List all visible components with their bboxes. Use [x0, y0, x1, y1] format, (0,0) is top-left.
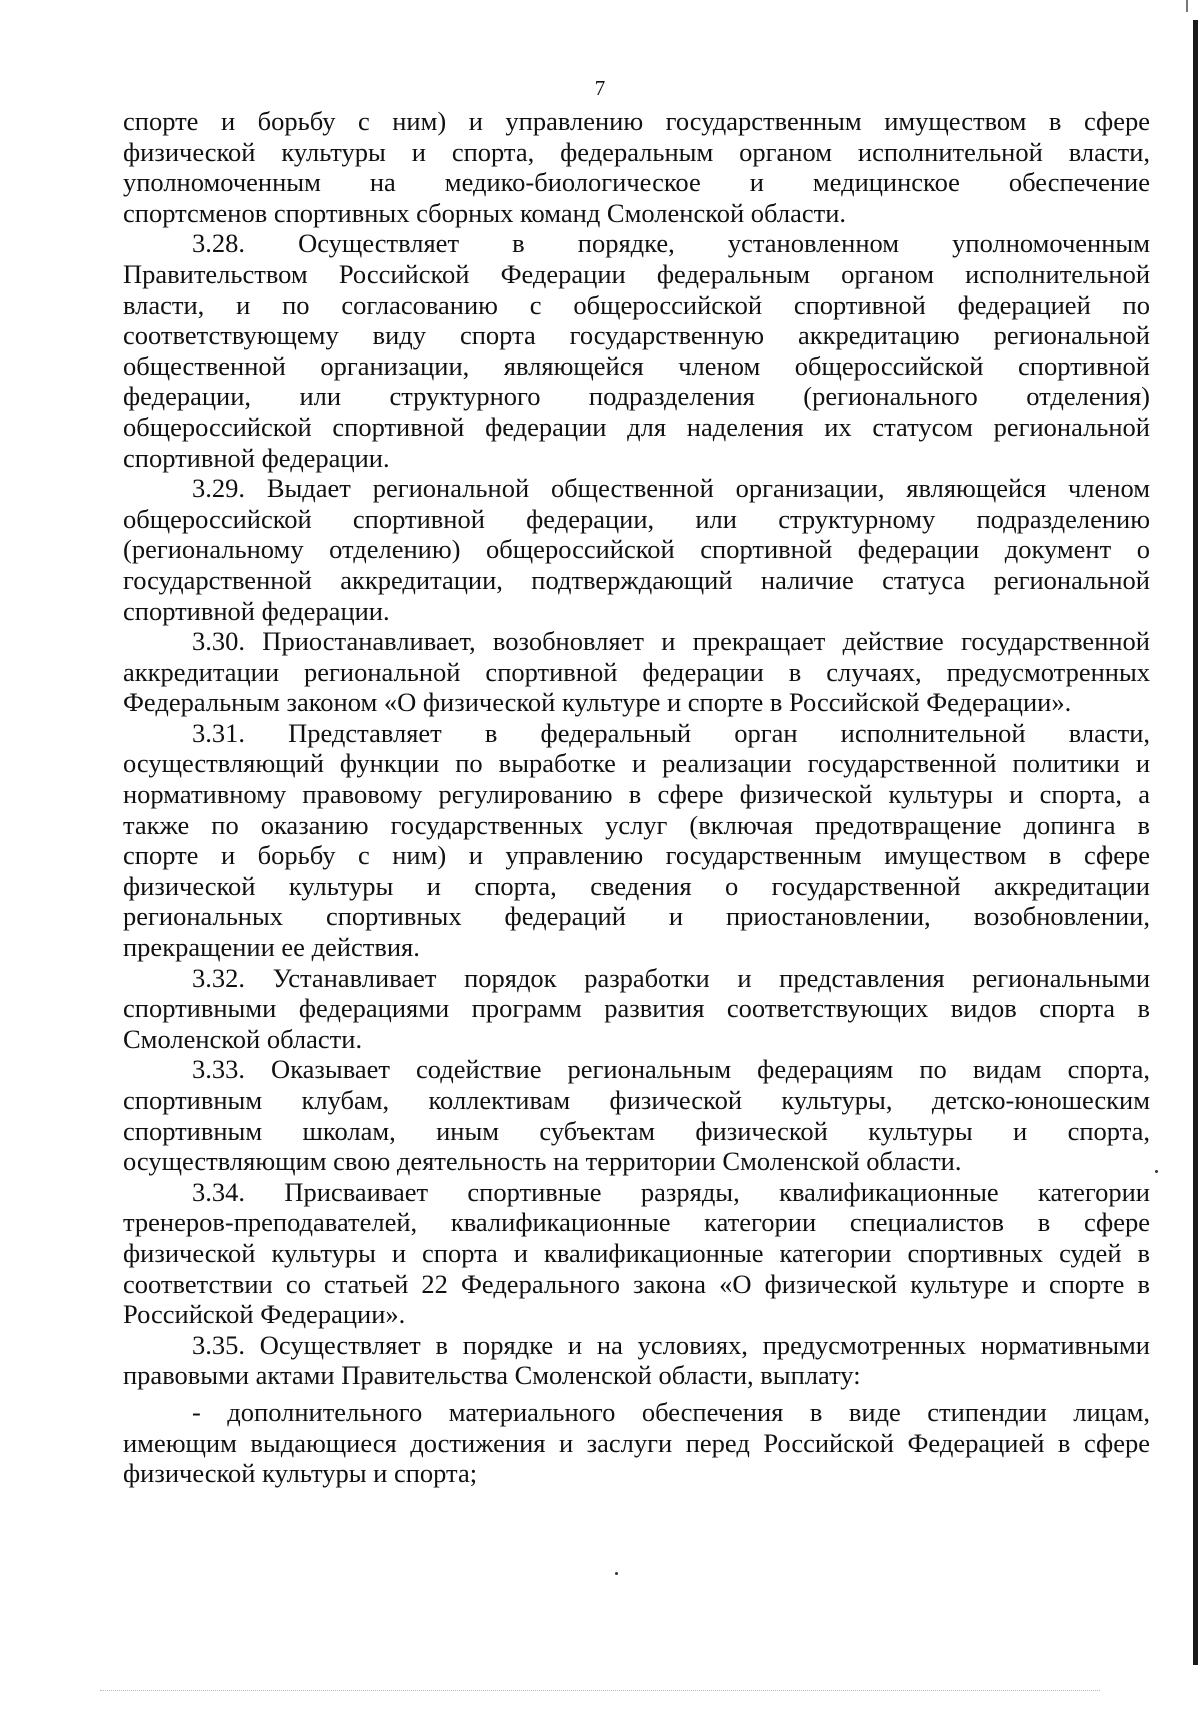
text-line: физической культуры и спорта, сведения о государственной аккредитации	[123, 870, 1150, 901]
paragraph-continuation	[123, 106, 1150, 228]
text-line: также по оказанию государственных услуг (включая предотвращение допинга в	[123, 809, 1150, 840]
text-line: осуществляющий функции по выработке и реализации государственной политики и	[123, 748, 1150, 779]
paragraph-3-34	[123, 1177, 1150, 1330]
scan-edge-shadow	[1193, 20, 1198, 1665]
text-line: 3.30. Приостанавливает, возобновляет и прекращает действие государственной	[192, 626, 1150, 657]
text-line: физической культуры и спорта и квалификационные категории спортивных судей в	[123, 1237, 1150, 1268]
text-line: (региональному отделению) общероссийской спортивной федерации документ о	[123, 534, 1150, 565]
text-line: спорте и борьбу с ним) и управлению государственным имуществом в сфере	[123, 840, 1150, 871]
paragraph-3-31	[123, 718, 1150, 963]
text-line: общественной организации, являющейся членом общероссийской спортивной	[123, 350, 1150, 381]
paragraph-3-35	[123, 1330, 1150, 1391]
text-line: осуществляющим свою деятельность на территории Смоленской области.	[123, 1146, 962, 1177]
text-line: спорте и борьбу с ним) и управлению государственным имуществом в сфере	[123, 106, 1150, 136]
text-line: Правительством Российской Федерации федеральным органом исполнительной	[123, 258, 1150, 289]
text-line: Смоленской области.	[123, 1023, 363, 1054]
text-line: государственной аккредитации, подтверждающий наличие статуса региональной	[123, 564, 1150, 595]
text-line: уполномоченным на медико-биологическое и медицинское обеспечение	[123, 167, 1150, 198]
page-number: 7	[594, 76, 606, 100]
text-line: власти, и по согласованию с общероссийской спортивной федерацией по	[123, 289, 1150, 320]
text-line: общероссийской спортивной федерации, или структурному подразделению	[123, 503, 1150, 534]
text-line: региональных спортивных федераций и приостановлении, возобновлении,	[123, 901, 1150, 932]
text-line: Федеральным законом «О физической культуре и спорте в Российской Федерации».	[123, 687, 1072, 718]
text-line: спортивными федерациями программ развития соответствующих видов спорта в	[123, 993, 1150, 1024]
text-line: аккредитации региональной спортивной федерации в случаях, предусмотренных	[123, 656, 1150, 687]
text-line: правовыми актами Правительства Смоленской области, выплату:	[123, 1360, 861, 1391]
text-line: имеющим выдающиеся достижения и заслуги перед Российской Федерацией в сфере	[123, 1427, 1150, 1458]
text-line: спортсменов спортивных сборных команд Смоленской области.	[123, 197, 847, 228]
text-line: физической культуры и спорта, федеральным органом исполнительной власти,	[123, 136, 1150, 167]
text-line: 3.31. Представляет в федеральный орган исполнительной власти,	[192, 717, 1150, 748]
text-line: федерации, или структурного подразделения (регионального отделения)	[123, 381, 1150, 412]
paragraph-3-33	[123, 1054, 1150, 1176]
text-line: тренеров-преподавателей, квалификационные категории специалистов в сфере	[123, 1207, 1150, 1238]
text-line: спортивной федерации.	[123, 595, 390, 626]
paragraph-3-28	[123, 228, 1150, 473]
scan-speck	[615, 1572, 618, 1575]
text-line: спортивным школам, иным субъектам физической культуры и спорта,	[123, 1115, 1150, 1146]
scan-speck	[1155, 1170, 1158, 1173]
text-line: 3.35. Осуществляет в порядке и на условиях, предусмотренных нормативными	[192, 1329, 1150, 1360]
text-line: - дополнительного материального обеспечения в виде стипендии лицам,	[192, 1396, 1150, 1427]
paragraph-3-32	[123, 963, 1150, 1055]
text-line: общероссийской спортивной федерации для наделения их статусом региональной	[123, 411, 1150, 442]
scan-corner-mark	[1186, 0, 1188, 12]
text-line: 3.33. Оказывает содействие региональным федерациям по видам спорта,	[192, 1054, 1150, 1085]
text-line: прекращении ее действия.	[123, 932, 420, 963]
text-line: 3.34. Присваивает спортивные разряды, квалификационные категории	[192, 1176, 1150, 1207]
scan-bottom-noise	[100, 1690, 1100, 1697]
list-item-dash	[123, 1397, 1150, 1489]
text-line: соответствующему виду спорта государственную аккредитацию региональной	[123, 320, 1150, 351]
text-line: Российской Федерации».	[123, 1299, 406, 1330]
text-line: соответствии со статьей 22 Федерального закона «О физической культуре и спорте в	[123, 1268, 1150, 1299]
text-line: физической культуры и спорта;	[123, 1458, 478, 1489]
text-line: 3.32. Устанавливает порядок разработки и представления региональными	[192, 962, 1150, 993]
text-line: спортивной федерации.	[123, 442, 390, 473]
paragraph-3-30	[123, 626, 1150, 718]
text-line: 3.28. Осуществляет в порядке, установленном уполномоченным	[192, 228, 1150, 259]
paragraph-3-29	[123, 473, 1150, 626]
text-line: спортивным клубам, коллективам физической культуры, детско-юношеским	[123, 1085, 1150, 1115]
text-line: нормативному правовому регулированию в сфере физической культуры и спорта, а	[123, 779, 1150, 810]
text-line: 3.29. Выдает региональной общественной организации, являющейся членом	[192, 473, 1150, 504]
document-body	[123, 106, 1150, 1489]
